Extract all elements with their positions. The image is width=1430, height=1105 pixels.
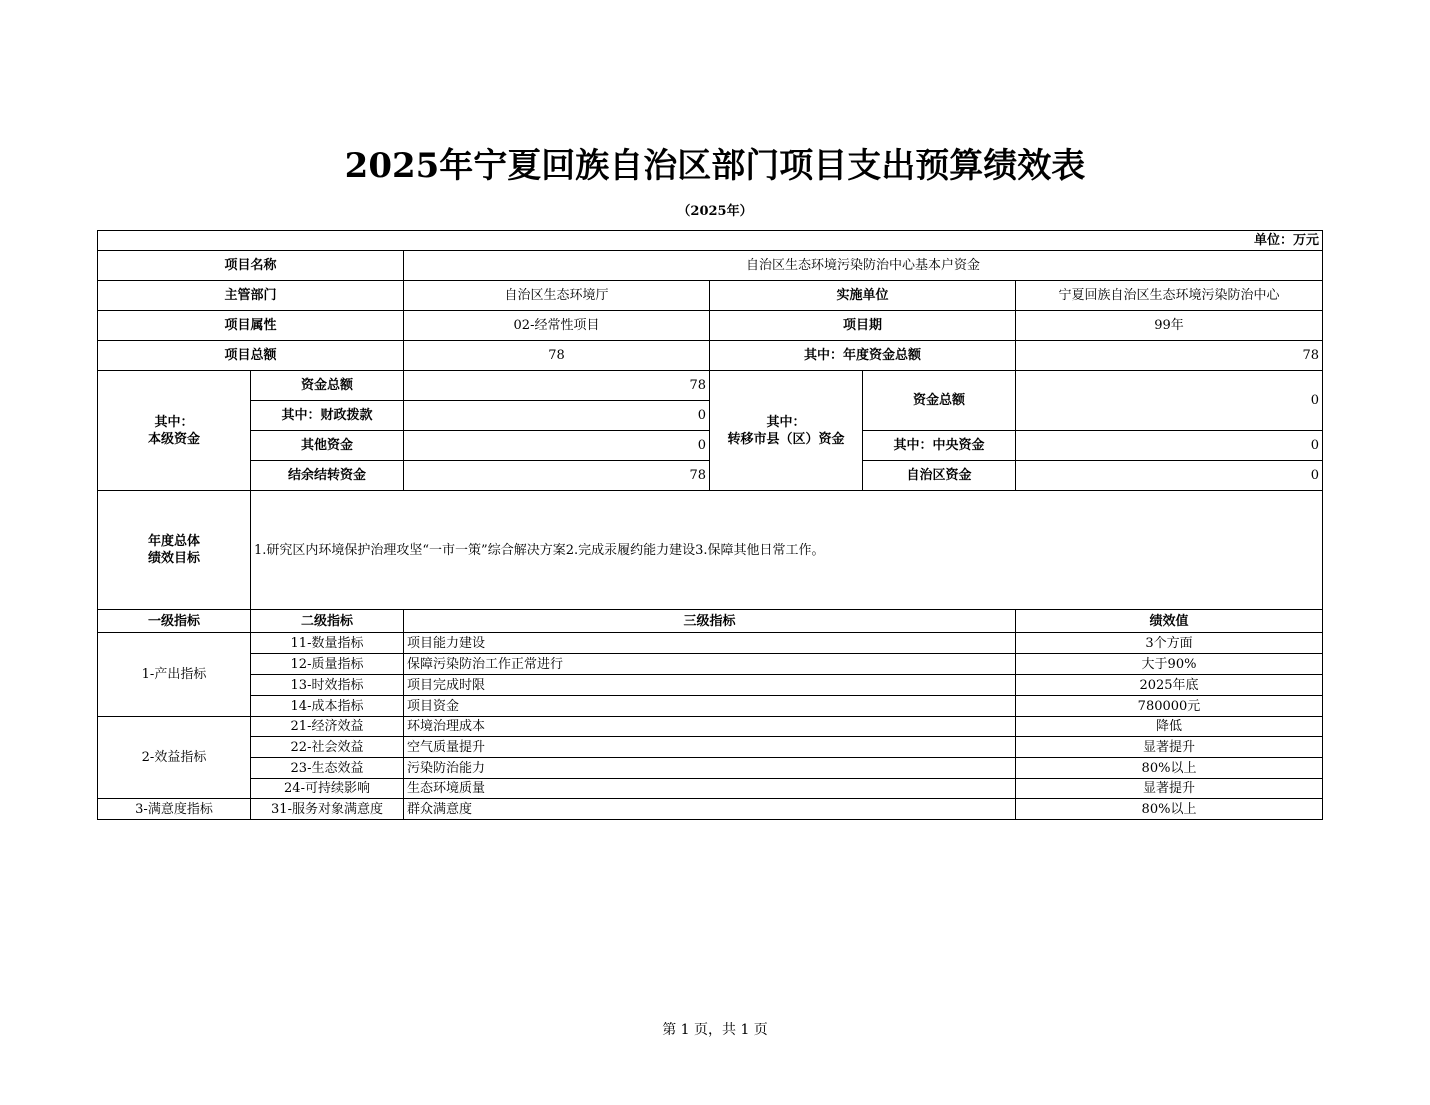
level2-cell: 31-服务对象满意度 <box>250 798 404 820</box>
region-label: 自治区资金 <box>862 460 1016 491</box>
level3-cell: 群众满意度 <box>403 798 1016 820</box>
indicator-header-level1: 一级指标 <box>97 609 251 633</box>
impl-label: 实施单位 <box>709 280 1016 311</box>
level3-cell: 项目资金 <box>403 695 1016 717</box>
local-funds-label-line2: 本级资金 <box>147 431 200 447</box>
fiscal-label: 其中：财政拨款 <box>250 400 404 431</box>
transfer-funds-label-line1: 其中： <box>766 414 806 430</box>
level2-cell: 14-成本指标 <box>250 695 404 717</box>
unit-label: 单位：万元 <box>97 230 1323 251</box>
central-label: 其中：中央资金 <box>862 430 1016 461</box>
other-label: 其他资金 <box>250 430 404 461</box>
period-value: 99年 <box>1015 310 1323 341</box>
annual-label: 其中：年度资金总额 <box>709 340 1016 371</box>
level3-cell: 环境治理成本 <box>403 716 1016 737</box>
level1-satisfaction: 3-满意度指标 <box>97 798 251 820</box>
indicator-header-value: 绩效值 <box>1015 609 1323 633</box>
value-cell: 80%以上 <box>1015 798 1323 820</box>
level1-benefit: 2-效益指标 <box>97 716 251 799</box>
goal-label-line2: 绩效目标 <box>147 551 200 566</box>
level1-output: 1-产出指标 <box>97 632 251 717</box>
other-value: 0 <box>403 430 710 461</box>
region-value: 0 <box>1015 460 1323 491</box>
goal-text: 1.研究区内环境保护治理攻坚“一市一策”综合解决方案2.完成汞履约能力建设3.保障其他日常工作。 <box>250 490 1323 610</box>
impl-value: 宁夏回族自治区生态环境污染防治中心 <box>1015 280 1323 311</box>
budget-table <box>97 230 1323 821</box>
page-title: 2025年宁夏回族自治区部门项目支出预算绩效表 <box>344 146 1086 186</box>
central-value: 0 <box>1015 430 1323 461</box>
goal-label-line1: 年度总体 <box>147 534 200 549</box>
total-label: 项目总额 <box>97 340 404 371</box>
dept-label: 主管部门 <box>97 280 404 311</box>
level2-cell: 22-社会效益 <box>250 736 404 758</box>
carry-label: 结余结转资金 <box>250 460 404 491</box>
level3-cell: 生态环境质量 <box>403 778 1016 799</box>
project-name-label: 项目名称 <box>97 250 404 281</box>
value-cell: 3个方面 <box>1015 632 1323 654</box>
value-cell: 降低 <box>1015 716 1323 737</box>
level2-cell: 13-时效指标 <box>250 674 404 696</box>
page-footer: 第 1 页，共 1 页 <box>662 1022 768 1038</box>
local-funds-label <box>97 370 251 491</box>
level3-cell: 项目能力建设 <box>403 632 1016 654</box>
level3-cell: 空气质量提升 <box>403 736 1016 758</box>
local-total-value: 78 <box>403 370 710 401</box>
project-name-value: 自治区生态环境污染防治中心基本户资金 <box>403 250 1323 281</box>
value-cell: 显著提升 <box>1015 736 1323 758</box>
indicator-header-level2: 二级指标 <box>250 609 404 633</box>
level2-cell: 12-质量指标 <box>250 653 404 675</box>
value-cell: 2025年底 <box>1015 674 1323 696</box>
fiscal-value: 0 <box>403 400 710 431</box>
transfer-total-label: 资金总额 <box>862 370 1016 431</box>
level2-cell: 11-数量指标 <box>250 632 404 654</box>
dept-value: 自治区生态环境厅 <box>403 280 710 311</box>
local-funds-label-line1: 其中： <box>154 414 194 430</box>
level3-cell: 项目完成时限 <box>403 674 1016 696</box>
transfer-total-value: 0 <box>1015 370 1323 431</box>
page-subtitle: （2025年） <box>677 204 753 219</box>
total-value: 78 <box>403 340 710 371</box>
goal-label <box>97 490 251 610</box>
indicator-header-level3: 三级指标 <box>403 609 1016 633</box>
value-cell: 大于90% <box>1015 653 1323 675</box>
level2-cell: 21-经济效益 <box>250 716 404 737</box>
attr-label: 项目属性 <box>97 310 404 341</box>
value-cell: 780000元 <box>1015 695 1323 717</box>
transfer-funds-label <box>709 370 863 491</box>
local-total-label: 资金总额 <box>250 370 404 401</box>
period-label: 项目期 <box>709 310 1016 341</box>
level2-cell: 23-生态效益 <box>250 757 404 779</box>
value-cell: 80%以上 <box>1015 757 1323 779</box>
level3-cell: 保障污染防治工作正常进行 <box>403 653 1016 675</box>
carry-value: 78 <box>403 460 710 491</box>
attr-value: 02-经常性项目 <box>403 310 710 341</box>
annual-value: 78 <box>1015 340 1323 371</box>
value-cell: 显著提升 <box>1015 778 1323 799</box>
level2-cell: 24-可持续影响 <box>250 778 404 799</box>
transfer-funds-label-line2: 转移市县（区）资金 <box>727 431 845 447</box>
level3-cell: 污染防治能力 <box>403 757 1016 779</box>
